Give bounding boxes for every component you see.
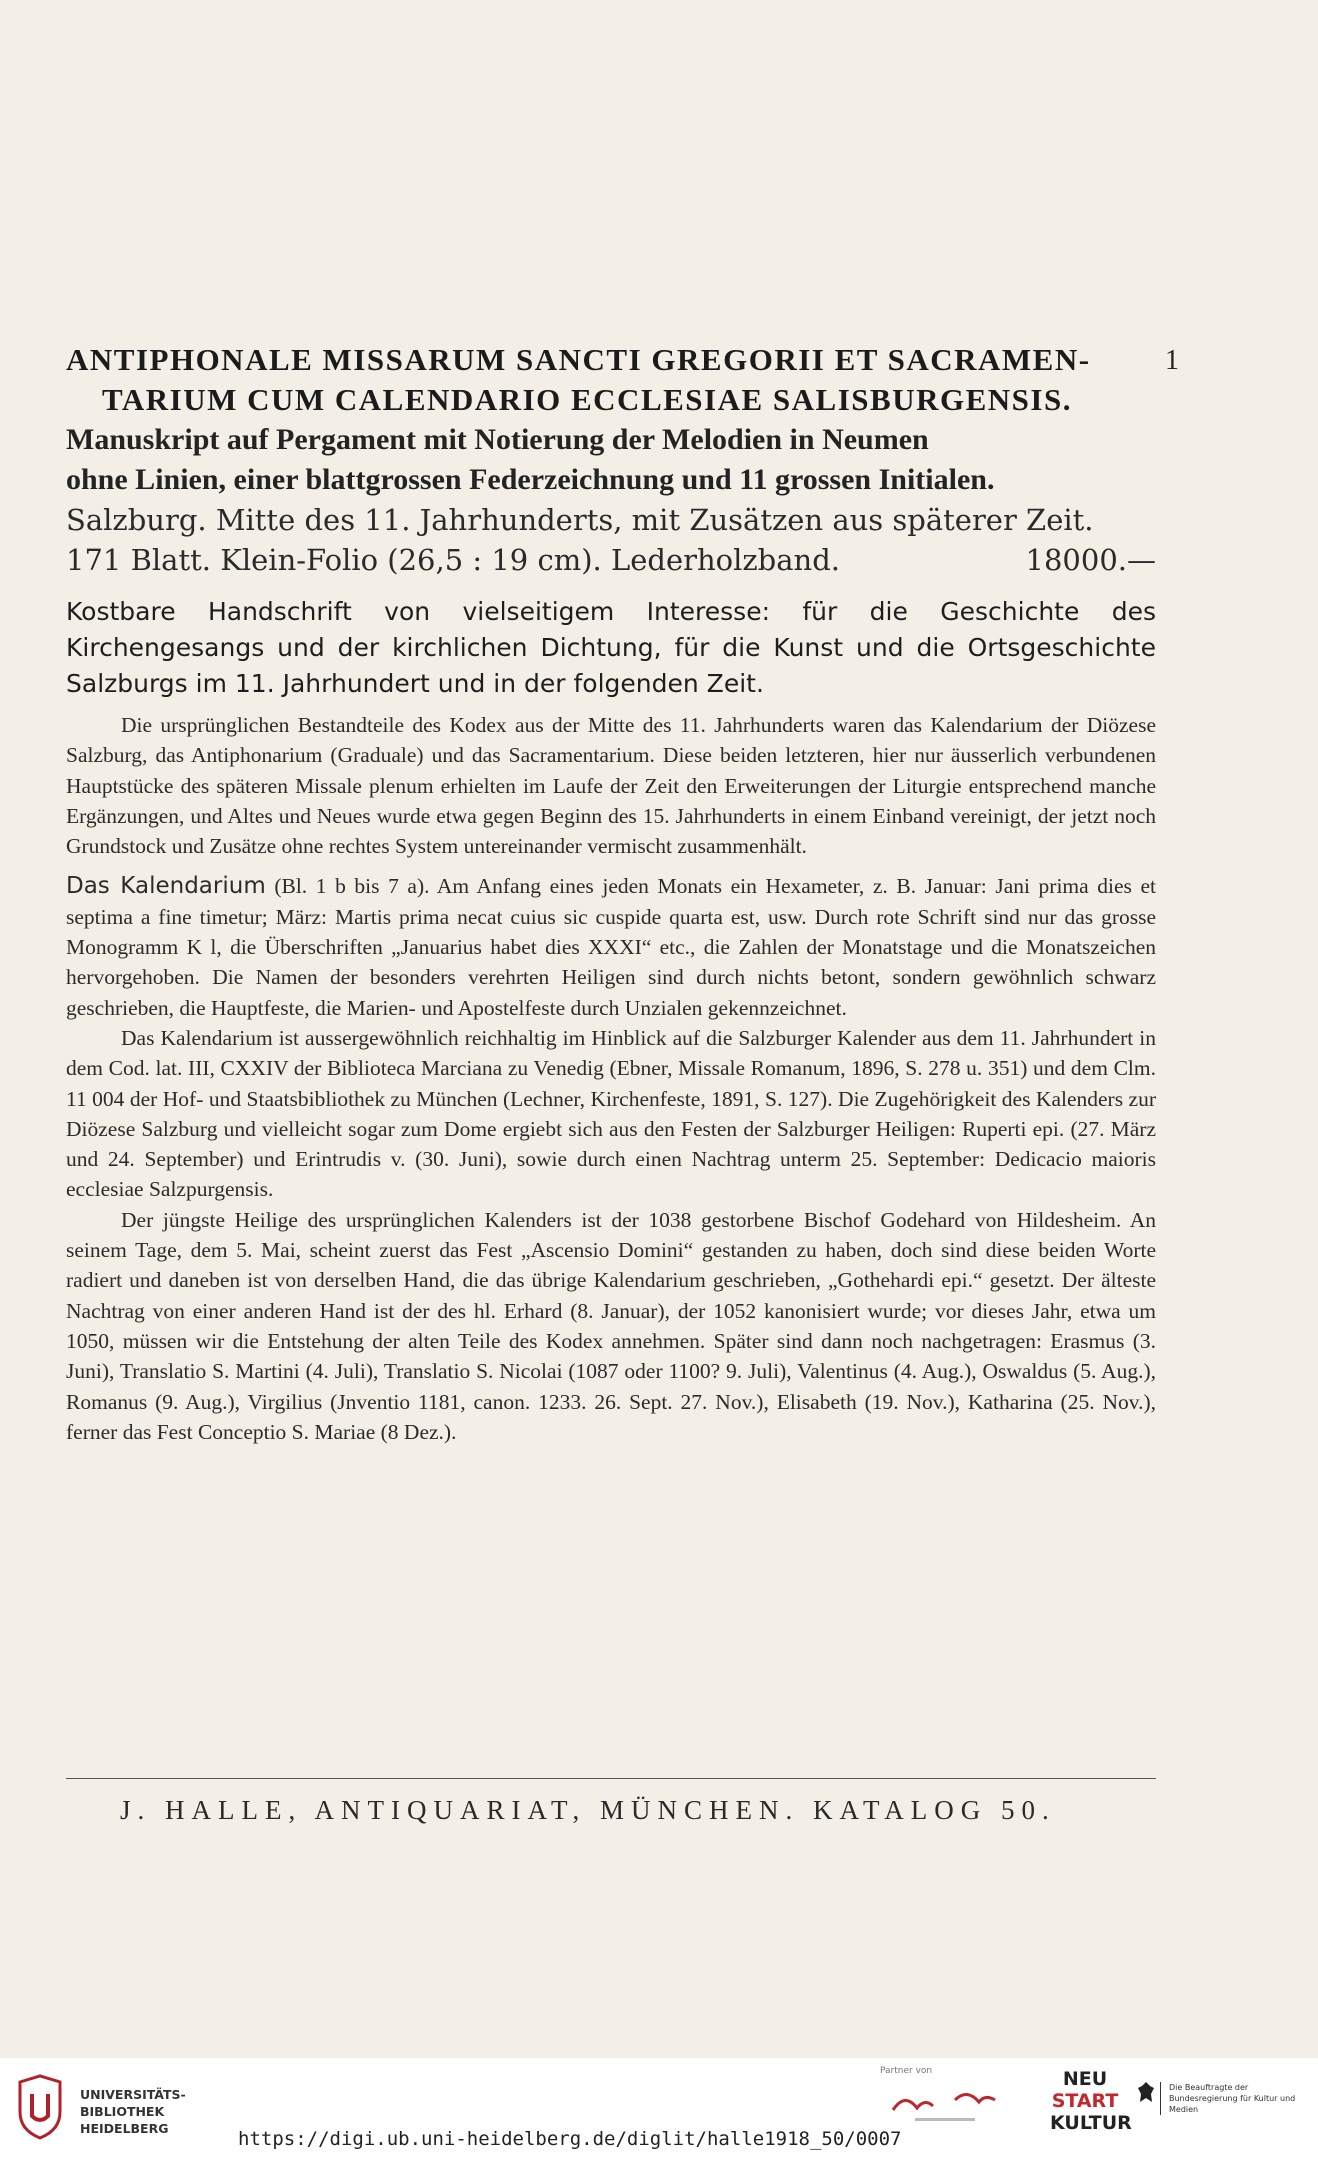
library-name bbox=[80, 2086, 186, 2137]
library-name-line-1: UNIVERSITÄTS- bbox=[80, 2087, 186, 2102]
entry-format: 171 Blatt. Klein-Folio (26,5 : 19 cm). Lederholzband. bbox=[66, 543, 840, 577]
partner-label: Partner von bbox=[880, 2066, 933, 2076]
catalog-page bbox=[66, 340, 1156, 1447]
entry-subtitle-line-1: Manuskript auf Pergament mit Notierung der Melodien in Neumen bbox=[66, 423, 929, 456]
neustart-word-3: KULTUR bbox=[1050, 2112, 1132, 2134]
entry-format-line bbox=[66, 540, 1156, 580]
federal-eagle-icon bbox=[1136, 2080, 1156, 2106]
neustart-kultur-logo bbox=[1050, 2068, 1132, 2134]
library-name-line-3: HEIDELBERG bbox=[80, 2121, 169, 2136]
entry-origin-line: Salzburg. Mitte des 11. Jahrhunderts, mit Zusätzen aus späterer Zeit. bbox=[66, 503, 1094, 537]
entry-title bbox=[66, 340, 1156, 420]
entry-title-line-1: ANTIPHONALE MISSARUM SANCTI GREGORII ET SACRAMEN- bbox=[66, 342, 1091, 377]
body-paragraph-4: Der jüngste Heilige des ursprünglichen Kalenders ist der 1038 gestorbene Bischof Godehard von Hildesheim. An seinem Tage, dem 5. Mai, scheint zuerst das Fest „Ascensio Domini“ gestanden zu haben, doch sind diese beiden Worte radiert und daneben ist von derselben Hand, die das übrige Kalendarium geschrieben, „Gothehardi epi.“ gesetzt. Der älteste Nachtrag von einer anderen Hand ist der des hl. Erhard (8. Januar), der 1052 kanonisiert wurde; vor dieses Jahr, etwa um 1050, müssen wir die Entstehung der alten Teile des Kodex annehmen. Später sind dann noch nachgetragen: Erasmus (3. Juni), Translatio S. Martini (4. Juli), Translatio S. Nicolai (1087 oder 1100? 9. Juli), Valentinus (4. Aug.), Oswaldus (5. Aug.), Romanus (9. Aug.), Virgilius (Jnventio 1181, canon. 1233. 26. Sept. 27. Nov.), Elisabeth (19. Nov.), Katharina (25. Nov.), ferner das Fest Conceptio S. Mariae (8 Dez.). bbox=[66, 1207, 1156, 1444]
section-heading-kalendarium: Das Kalendarium bbox=[66, 873, 266, 900]
library-name-line-2: BIBLIOTHEK bbox=[80, 2104, 165, 2119]
body-paragraph-3: Das Kalendarium ist aussergewöhnlich reichhaltig im Hinblick auf die Salzburger Kalender aus dem 11. Jahrhundert in dem Cod. lat. III, CXXIV der Biblioteca Marciana zu Venedig (Ebner, Missale Romanum, 1896, S. 278 u. 351) und dem Clm. 11 004 der Hof- und Staatsbibliothek zu München (Lechner, Kirchenfeste, 1891, S. 127). Die Zugehörigkeit des Kalenders zur Diözese Salzburg und vielleicht sogar zum Dome ergiebt sich aus den Festen der Salzburger Heiligen: Ruperti epi. (27. März und 24. September) und Erintrudis v. (30. Juni), sowie durch einen Nachtrag unterm 25. September: Dedicacio maioris ecclesiae Salzpurgensis. bbox=[66, 1025, 1156, 1202]
lead-paragraph: Kostbare Handschrift von vielseitigem Interesse: für die Geschichte des Kirchengesangs und der kirchlichen Dichtung, für die Kunst und die Ortsgeschichte Salzburgs im 11. Jahrhundert und in der folgenden Zeit. bbox=[66, 597, 1156, 698]
neustart-word-2: START bbox=[1051, 2090, 1119, 2112]
federal-commissioner-label: Die Beauftragte der Bundesregierung für Kultur und Medien bbox=[1160, 2082, 1299, 2115]
body-paragraph-1: Die ursprünglichen Bestandteile des Kodex aus der Mitte des 11. Jahrhunderts waren das Kalendarium der Diözese Salzburg, das Antiphonarium (Graduale) und das Sacramentarium. Diese beiden letzteren, hier nur äusserlich verbundenen Hauptstücke des späteren Missale plenum erhielten im Laufe der Zeit den Erweiterungen der Liturgie entsprechend manche Ergänzungen, und Altes und Neues wurde etwa gegen Beginn des 15. Jahrhunderts in einem Einband vereinigt, der jetzt noch Grundstock und Zusätze ohne rechtes System untereinander vermischt zusammenhält. bbox=[66, 713, 1156, 859]
neustart-word-1: NEU bbox=[1062, 2068, 1108, 2090]
entry-title-line-2: TARIUM CUM CALENDARIO ECCLESIAE SALISBURGENSIS. bbox=[102, 382, 1072, 417]
catalog-footer: J. HALLE, ANTIQUARIAT, MÜNCHEN. KATALOG 50. bbox=[120, 1795, 1056, 1825]
body-paragraph-2 bbox=[66, 871, 1156, 1022]
permalink-url[interactable]: https://digi.ub.uni-heidelberg.de/diglit/halle1918_50/0007 bbox=[238, 2128, 902, 2150]
body-paragraph-2-text: (Bl. 1 b bis 7 a). Am Anfang eines jeden Monats ein Hexameter, z. B. Januar: Jani prima dies et septima a fine timetur; März: Martis prima necat cuius sic cuspide quarta est, usw. Durch rote Schrift sind nur das grosse Monogramm K l, die Überschriften „Januarius habet dies XXXI“ etc., die Zahlen der Monatstage und die Monatszeichen hervorgehoben. Die Namen der besonders verehrten Heiligen sind durch nichts betont, sondern gewöhnlich schwarz geschrieben, die Hauptfeste, die Marien- und Apostelfeste durch Unzialen gekennzeichnet. bbox=[66, 874, 1157, 1020]
page-number: 1 bbox=[1165, 345, 1179, 376]
partner-logo-icon bbox=[885, 2080, 1005, 2130]
entry-price: 18000.— bbox=[1025, 543, 1156, 577]
entry-subtitle-line-2: ohne Linien, einer blattgrossen Federzeichnung und 11 grossen Initialen. bbox=[66, 463, 995, 496]
footer-rule bbox=[66, 1778, 1156, 1779]
university-library-logo-icon bbox=[10, 2072, 70, 2142]
